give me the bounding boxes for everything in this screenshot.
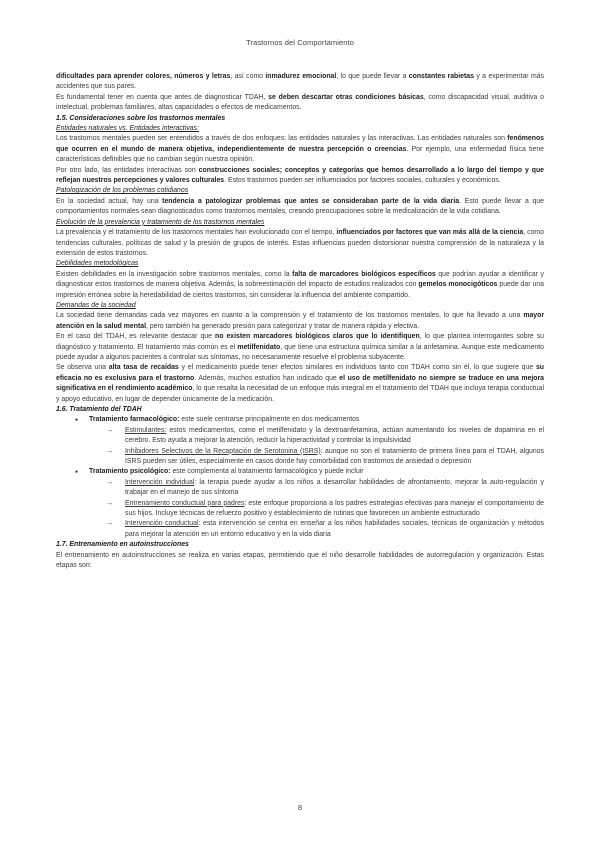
paragraph-autoinstrucciones: El entrenamiento en autoinstrucciones se realiza en varias etapas, permitiendo que el niño desarrolle habilidades de autorregulación y organización. Estas etapas son: (56, 551, 544, 570)
intro-paragraph-1: dificultades para aprender colores, números y letras, así como inmadurez emocional, lo que puede llevar a constantes rabietas y a experimentar más accidentes que sus pares. (56, 73, 544, 91)
list-item-psicologico: ● Tratamiento psicológico: este complementa al tratamiento farmacológico y puede incluir → Intervención individual: la terapia puede ayudar a los niños a desarrollar habilidades de afrontamiento, mejorar la auto-regulación y trabajar en el manejo de sus síntoma → Entrenamiento conductual para padres: este enfoque proporciona a los padres estrategias efectivas para manejar el comportamiento de sus hijos. Incluye técnicas de refuerzo positivo y establecimiento de rutinas que favorecen un ambiente estructurado → Intervención conductual: esta intervención se centra en enseñar a los niños habilidades sociales, técnicas de organización y métodos para mejorar la atención en un entorno educativo y en la vida diaria (89, 467, 544, 540)
paragraph-patologizacion: En la sociedad actual, hay una tendencia a patologizar problemas que antes se consideraban parte de la vida diaria. Esto puede llevar a que comportamientos normales sean diagnosticados como trastornos mentales, creando preocupaciones sobre la medicalización de la vida cotidiana. (56, 197, 544, 216)
subheading-entidades: Entidades naturales vs. Entidades interactivas: (56, 125, 199, 133)
paragraph-recaidas: Se observa una alta tasa de recaídas y el medicamento puede tener efectos similares en individuos tanto con TDAH como sin él, lo que sugiere que su eficacia no es exclusiva para el trastorno. Además, muchos estudios han indicado que el uso de metilfenidato no siempre se traduce en una mejora significativa en el rendimiento académico, lo que resalta la necesidad de un enfoque más integral en el tratamiento del TDAH que incluya terapia conductual y apoyo educativo, en lugar de depender únicamente de la medicación. (56, 364, 544, 403)
paragraph-demandas: La sociedad tiene demandas cada vez mayores en cuanto a la comprensión y el tratamiento de los trastornos mentales, lo que ha llevado a una mayor atención en la salud mental, pero también ha generado presión para categorizar y tratar de manera rápida y efectiva. (56, 312, 544, 330)
psicologico-sublist (89, 478, 544, 540)
treatment-list (56, 415, 544, 540)
subheading-evolucion: Evolución de la prevalencia y tratamiento de los trastornos mentales (56, 218, 265, 226)
paragraph-entidades-interactivas: Por otro lado, las entidades interactivas son construcciones sociales; conceptos y categorías que hemos desarrollado a lo largo del tiempo y que reflejan nuestros percepciones y valores culturales. Estos trastornos pueden ser influenciados por factores sociales, culturales y económicos. (56, 166, 545, 185)
section-1-7-heading: 1.7. Entrenamiento en autoinstrucciones (56, 541, 189, 549)
list-item-farmacologico: ● Tratamiento farmacológico: este suele centrarse principalmente en dos medicamentos → Estimulantes: estos medicamentos, como el metilfenidato y la dextroanfetamina, actúan aumentando los niveles de dopamina en el cerebro. Esto ayuda a mejorar la atención, reducir la hiperactividad y controlar la impulsividad → Inhibidores Selectivos de la Recaptación de Serotonina (ISRS): aunque no son el tratamiento de primera línea para el TDAH, algunos ISRS pueden ser útiles, especialmente en casos donde hay comorbilidad con trastornos de ansiedad o depresión (89, 415, 544, 467)
paragraph-evolucion: La prevalencia y el tratamiento de los trastornos mentales han evolucionado con el tiempo, influenciados por factores que van más allá de la ciencia, como tendencias culturales, políticas de salud y la presión de grupos de interés. Estas influencias pueden distorsionar nuestra comprensión de la naturaleza y la extensión de estos trastornos. (56, 229, 544, 257)
subheading-demandas: Demandas de la sociedad (56, 301, 136, 309)
document-body (56, 72, 544, 572)
list-item-intervencion-individual: → Intervención individual: la terapia puede ayudar a los niños a desarrollar habilidades de afrontamiento, mejorar la auto-regulación y trabajar en el manejo de sus síntoma (125, 478, 544, 499)
paragraph-tdah-marcadores: En el caso del TDAH, es relevante destacar que no existen marcadores biológicos claros que lo identifiquen, lo que plantea interrogantes sobre su diagnóstico y tratamiento. El tratamiento más común es el metilfenidato, que tiene una estructura química similar a la anfetamina. Aunque este medicamento puede ayudar a algunos pacientes a controlar sus síntomas, no necesariamente resuelve el problema subyacente. (56, 333, 544, 361)
section-1-6-heading: 1.6. Tratamiento del TDAH (56, 406, 142, 413)
section-1-5-heading: 1.5. Consideraciones sobre los trastornos mentales (56, 114, 226, 122)
list-item-estimulantes: → Estimulantes: estos medicamentos, como el metilfenidato y la dextroanfetamina, actúan aumentando los niveles de dopamina en el cerebro. Esto ayuda a mejorar la atención, reducir la hiperactividad y controlar la impulsividad (125, 426, 544, 447)
list-item-entrenamiento-padres: → Entrenamiento conductual para padres: este enfoque proporciona a los padres estrategias efectivas para manejar el comportamiento de sus hijos. Incluye técnicas de refuerzo positivo y establecimiento de rutinas que favorecen un ambiente estructurado (125, 499, 544, 520)
list-item-isrs: → Inhibidores Selectivos de la Recaptación de Serotonina (ISRS): aunque no son el tratamiento de primera línea para el TDAH, algunos ISRS pueden ser útiles, especialmente en casos donde hay comorbilidad con trastornos de ansiedad o depresión (125, 447, 544, 468)
running-header: Trastornos del Comportamiento (245, 38, 355, 47)
paragraph-entidades-naturales: Los trastornos mentales pueden ser entendidos a través de dos enfoques: las entidades naturales y las interactivas. Las entidades naturales son fenómenos que ocurren en el mundo de manera objetiva, independientemente de nuestra percepción o creencias. Por ejemplo, una enfermedad física tiene características definibles que no cambian según nuestra opinión. (56, 135, 544, 164)
farmacologico-sublist (89, 426, 544, 468)
paragraph-debilidades: Existen debilidades en la investigación sobre trastornos mentales, como la falta de marcadores biológicos específicos que podrían ayudar a identificar y diagnosticar estos trastornos de manera objetiva. Además, la sobreestimación del impacto de estudios realizados con gemelos monocigóticos puede dar una impresión errónea sobre la heredabilidad de ciertos trastornos, sin considerar la influencia del ambiente compartido. (56, 270, 544, 299)
subheading-patologizacion: Patologización de los problemas cotidianos (56, 187, 189, 195)
list-item-intervencion-conductual: → Intervención conductual: esta intervención se centra en enseñar a los niños habilidades sociales, técnicas de organización y métodos para mejorar la atención en un entorno educativo y en la vida diaria (125, 519, 544, 540)
intro-paragraph-2: Es fundamental tener en cuenta que antes de diagnosticar TDAH, se deben descartar otras condiciones básicas, como discapacidad visual, auditiva o intelectual, problemas familiares, altas capacidades o efectos de medicamentos. (56, 93, 544, 112)
subheading-debilidades: Debilidades metodológicas (56, 260, 139, 268)
page-number: 8 (297, 803, 303, 812)
